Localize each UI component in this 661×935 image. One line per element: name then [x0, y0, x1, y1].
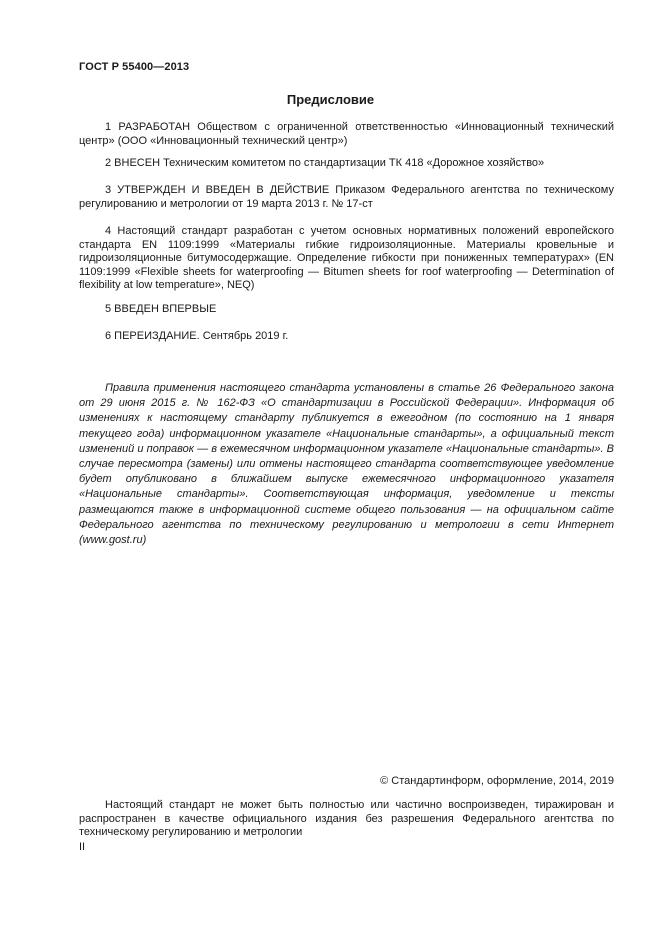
rules-of-application: Правила применения настоящего стандарта установлены в статье 26 Федерального закона от 29 июня 2015 г. № 162-ФЗ «О стандартизации в Российской Федерации». Информация об изменениях к настоящему стандарту публикуется в ежегодном (по состоянию на 1 января текущего года) информационном указателе «Национальные стандарты», а официальный текст изменений и поправок — в ежемесячном информационном указателе «Национальные стандарты». В случае пересмотра (замены) или отмены настоящего стандарта соответствующее уведомление будет опубликовано в ближайшем выпуске ежемесячного информационного указателя «Национальные стандарты». Соответствующая информация, уведомление и тексты размещаются также в информационной системе общего пользования — на официальном сайте Федерального агентства по техническому регулированию и метрологии в сети Интернет (www.gost.ru) — [79, 382, 614, 547]
page-number: II — [79, 841, 86, 853]
reproduction-notice: Настоящий стандарт не может быть полностью или частично воспроизведен, тиражирован и распространен в качестве официального издания без разрешения Федерального агентства по техническому регулированию и метрологии — [79, 799, 614, 839]
standard-code: ГОСТ Р 55400—2013 — [79, 61, 190, 73]
preface-item-6: 6 ПЕРЕИЗДАНИЕ. Сентябрь 2019 г. — [105, 330, 289, 342]
preface-item-3: 3 УТВЕРЖДЕН И ВВЕДЕН В ДЕЙСТВИЕ Приказом Федерального агентства по техническому регулированию и метрологии от 19 марта 2013 г. № 17-ст — [79, 184, 614, 210]
preface-item-2: 2 ВНЕСЕН Техническим комитетом по стандартизации ТК 418 «Дорожное хозяйство» — [105, 157, 545, 169]
page-title: Предисловие — [286, 92, 375, 107]
preface-item-5: 5 ВВЕДЕН ВПЕРВЫЕ — [105, 303, 217, 315]
copyright-line: © Стандартинформ, оформление, 2014, 2019 — [380, 775, 614, 787]
preface-item-4: 4 Настоящий стандарт разработан с учетом основных нормативных положений европейского стандарта EN 1109:1999 «Материалы гибкие гидроизоляционные. Материалы кровельные и гидроизоляционные битумосодержащие. Определение гибкости при пониженных температурах» (EN 1109:1999 «Flexible sheets for waterproofing — Bitumen sheets for roof waterproofing — Determination of flexibility at low temperature», NEQ) — [79, 225, 614, 292]
preface-item-1: 1 РАЗРАБОТАН Обществом с ограниченной ответственностью «Инновационный технический центр» (ООО «Инновационный технический центр») — [79, 121, 614, 147]
